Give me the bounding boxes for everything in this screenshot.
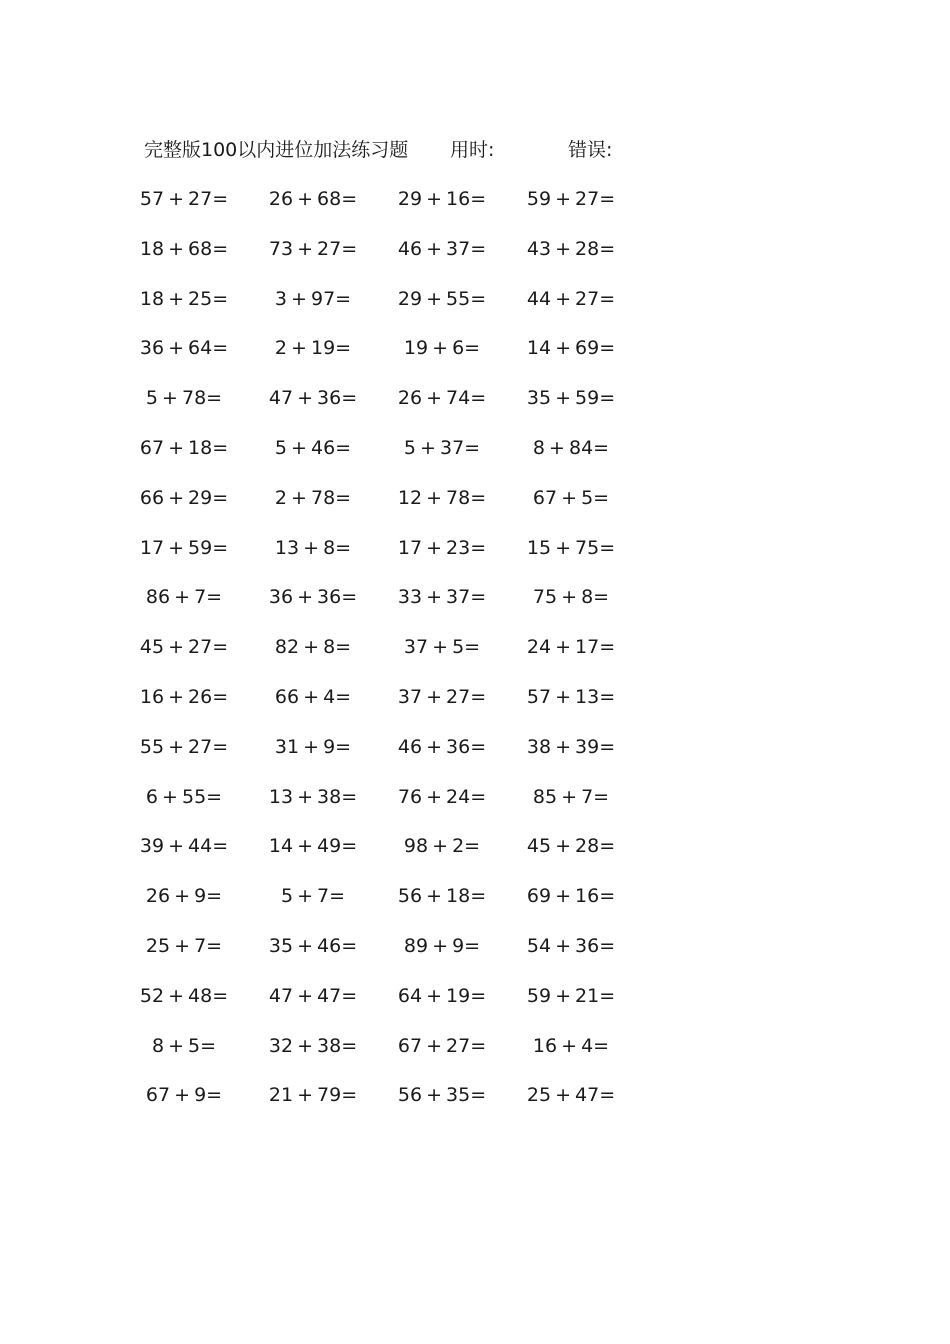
addition-problem: 29 + 55= — [397, 287, 487, 310]
problem-row — [144, 932, 664, 982]
addition-problem: 17 + 59= — [139, 536, 229, 559]
addition-problem: 31 + 9= — [274, 735, 352, 758]
addition-problem: 56 + 18= — [397, 885, 487, 908]
addition-problem: 14 + 49= — [268, 835, 358, 858]
addition-problem: 8 + 84= — [532, 436, 610, 459]
addition-problem: 55 + 27= — [139, 735, 229, 758]
addition-problem: 2 + 19= — [274, 337, 352, 360]
addition-problem: 19 + 6= — [403, 337, 481, 360]
addition-problem: 26 + 74= — [397, 387, 487, 410]
addition-problem: 5 + 7= — [280, 885, 346, 908]
addition-problem: 59 + 21= — [526, 984, 616, 1007]
addition-problem: 89 + 9= — [403, 934, 481, 957]
addition-problem: 36 + 36= — [268, 586, 358, 609]
problem-row — [139, 484, 664, 534]
worksheet-header — [144, 136, 664, 164]
problem-row — [139, 733, 664, 783]
addition-problem: 85 + 7= — [532, 785, 610, 808]
addition-problem: 86 + 7= — [145, 586, 223, 609]
addition-problem: 26 + 68= — [268, 188, 358, 210]
worksheet-title: 完整版100以内进位加法练习题 — [144, 139, 409, 161]
addition-problem: 98 + 2= — [403, 835, 481, 858]
problem-row — [139, 832, 664, 882]
addition-problem: 52 + 48= — [139, 984, 229, 1007]
addition-problem: 67 + 18= — [139, 436, 229, 459]
addition-problem: 13 + 8= — [274, 536, 352, 559]
addition-problem: 73 + 27= — [268, 237, 358, 260]
addition-problem: 33 + 37= — [397, 586, 487, 609]
addition-problem: 66 + 4= — [274, 685, 352, 708]
addition-problem: 18 + 68= — [139, 237, 229, 260]
problem-row — [139, 633, 664, 683]
addition-problem: 45 + 28= — [526, 835, 616, 858]
addition-problem: 2 + 78= — [274, 486, 352, 509]
addition-problem: 13 + 38= — [268, 785, 358, 808]
addition-problem: 18 + 25= — [139, 287, 229, 310]
problem-row — [144, 1081, 664, 1131]
addition-problem: 57 + 27= — [139, 188, 229, 210]
problem-row — [139, 334, 664, 384]
addition-problem: 36 + 64= — [139, 337, 229, 360]
addition-problem: 25 + 7= — [145, 934, 223, 957]
addition-problem: 47 + 36= — [268, 387, 358, 410]
addition-problem: 5 + 37= — [403, 436, 481, 459]
addition-problem: 29 + 16= — [397, 188, 487, 210]
addition-problem: 24 + 17= — [526, 636, 616, 659]
addition-problem: 3 + 97= — [274, 287, 352, 310]
problem-row — [144, 583, 664, 633]
problem-row — [139, 683, 664, 733]
addition-problem: 67 + 27= — [397, 1034, 487, 1057]
problem-row — [139, 434, 664, 484]
addition-problem: 21 + 79= — [268, 1084, 358, 1107]
addition-problem: 67 + 5= — [532, 486, 610, 509]
addition-problem: 35 + 46= — [268, 934, 358, 957]
addition-problem: 35 + 59= — [526, 387, 616, 410]
addition-problem: 16 + 4= — [532, 1034, 610, 1057]
addition-problem: 45 + 27= — [139, 636, 229, 659]
addition-problem: 76 + 24= — [397, 785, 487, 808]
addition-problem: 46 + 37= — [397, 237, 487, 260]
addition-problem: 32 + 38= — [268, 1034, 358, 1057]
problem-row — [139, 185, 664, 235]
addition-problem: 17 + 23= — [397, 536, 487, 559]
addition-problem: 37 + 5= — [403, 636, 481, 659]
addition-problem: 44 + 27= — [526, 287, 616, 310]
addition-problem: 82 + 8= — [274, 636, 352, 659]
addition-problem: 37 + 27= — [397, 685, 487, 708]
addition-problem: 66 + 29= — [139, 486, 229, 509]
problem-row — [144, 882, 664, 932]
time-used-label: 用时: — [450, 139, 495, 161]
problem-row — [139, 982, 664, 1032]
addition-problem: 5 + 78= — [145, 387, 223, 410]
addition-problem: 8 + 5= — [151, 1034, 217, 1057]
addition-problem: 43 + 28= — [526, 237, 616, 260]
addition-problem: 26 + 9= — [145, 885, 223, 908]
addition-problem: 15 + 75= — [526, 536, 616, 559]
addition-problem: 12 + 78= — [397, 486, 487, 509]
problem-row — [144, 384, 664, 434]
addition-problem: 56 + 35= — [397, 1084, 487, 1107]
addition-problem: 54 + 36= — [526, 934, 616, 957]
problem-row — [144, 783, 664, 833]
addition-problem: 75 + 8= — [532, 586, 610, 609]
problem-grid — [139, 185, 664, 1131]
addition-problem: 64 + 19= — [397, 984, 487, 1007]
addition-problem: 59 + 27= — [526, 188, 616, 210]
addition-problem: 39 + 44= — [139, 835, 229, 858]
addition-problem: 5 + 46= — [274, 436, 352, 459]
addition-problem: 6 + 55= — [145, 785, 223, 808]
addition-problem: 67 + 9= — [145, 1084, 223, 1107]
addition-problem: 38 + 39= — [526, 735, 616, 758]
addition-problem: 25 + 47= — [526, 1084, 616, 1107]
addition-problem: 14 + 69= — [526, 337, 616, 360]
addition-problem: 69 + 16= — [526, 885, 616, 908]
problem-row — [139, 235, 664, 285]
errors-label: 错误: — [568, 139, 613, 161]
problem-row — [144, 1032, 664, 1082]
addition-problem: 47 + 47= — [268, 984, 358, 1007]
addition-problem: 46 + 36= — [397, 735, 487, 758]
problem-row — [139, 534, 664, 584]
problem-row — [139, 285, 664, 335]
addition-problem: 16 + 26= — [139, 685, 229, 708]
addition-problem: 57 + 13= — [526, 685, 616, 708]
